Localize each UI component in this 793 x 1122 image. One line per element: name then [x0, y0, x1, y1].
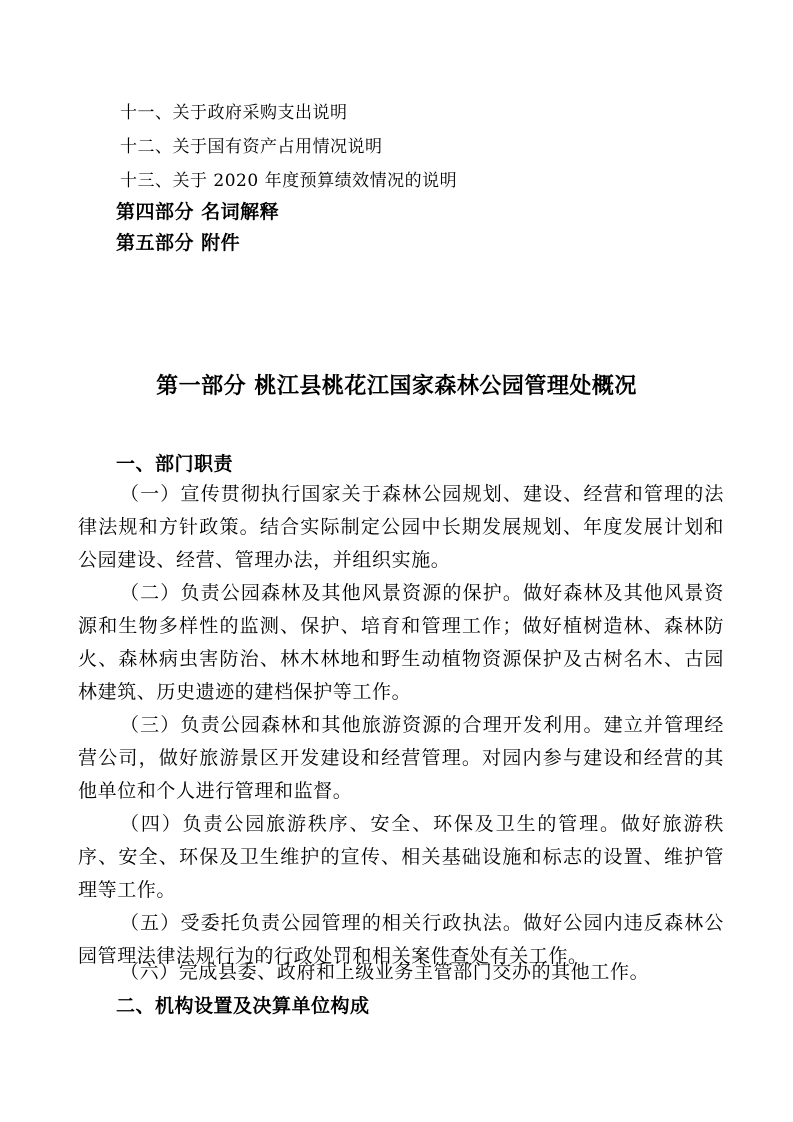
paragraph-duty-4: （四）负责公园旅游秩序、安全、环保及卫生的管理。做好旅游秩序、安全、环保及卫生维护的宣传、相关基础设施和标志的设置、维护管理等工作。 [78, 813, 724, 901]
toc-item-11: 十一、关于政府采购支出说明 [120, 103, 348, 123]
paragraph-duty-3: （三）负责公园森林和其他旅游资源的合理开发利用。建立并管理经营公司，做好旅游景区开发建设和经营管理。对园内参与建设和经营的其他单位和个人进行管理和监督。 [78, 714, 724, 802]
paragraph-duty-1: （一）宣传贯彻执行国家关于森林公园规划、建设、经营和管理的法律法规和方针政策。结合实际制定公园中长期发展规划、年度发展计划和公园建设、经营、管理办法，并组织实施。 [78, 483, 724, 571]
chapter-title: 第一部分 桃江县桃花江国家森林公园管理处概况 [156, 374, 637, 399]
toc-item-12: 十二、关于国有资产占用情况说明 [120, 137, 383, 157]
toc-part-4: 第四部分 名词解释 [116, 201, 280, 223]
section-heading-duties: 一、部门职责 [116, 453, 234, 475]
paragraph-duty-2: （二）负责公园森林及其他风景资源的保护。做好森林及其他风景资源和生物多样性的监测、保护、培育和管理工作；做好植树造林、森林防火、森林病虫害防治、林木林地和野生动植物资源保护及古树名木、古园林建筑、历史遗迹的建档保护等工作。 [78, 582, 724, 703]
paragraph-duty-5: （五）受委托负责公园管理的相关行政执法。做好公园内违反森林公园管理法律法规行为的行政处罚和相关案件查处有关工作。 [78, 912, 724, 967]
paragraph-duty-6: （六）完成县委、政府和上级业务主管部门交办的其他工作。 [120, 961, 650, 983]
toc-part-5: 第五部分 附件 [116, 232, 241, 254]
section-heading-structure: 二、机构设置及决算单位构成 [116, 995, 370, 1017]
toc-item-13: 十三、关于 2020 年度预算绩效情况的说明 [120, 171, 458, 191]
